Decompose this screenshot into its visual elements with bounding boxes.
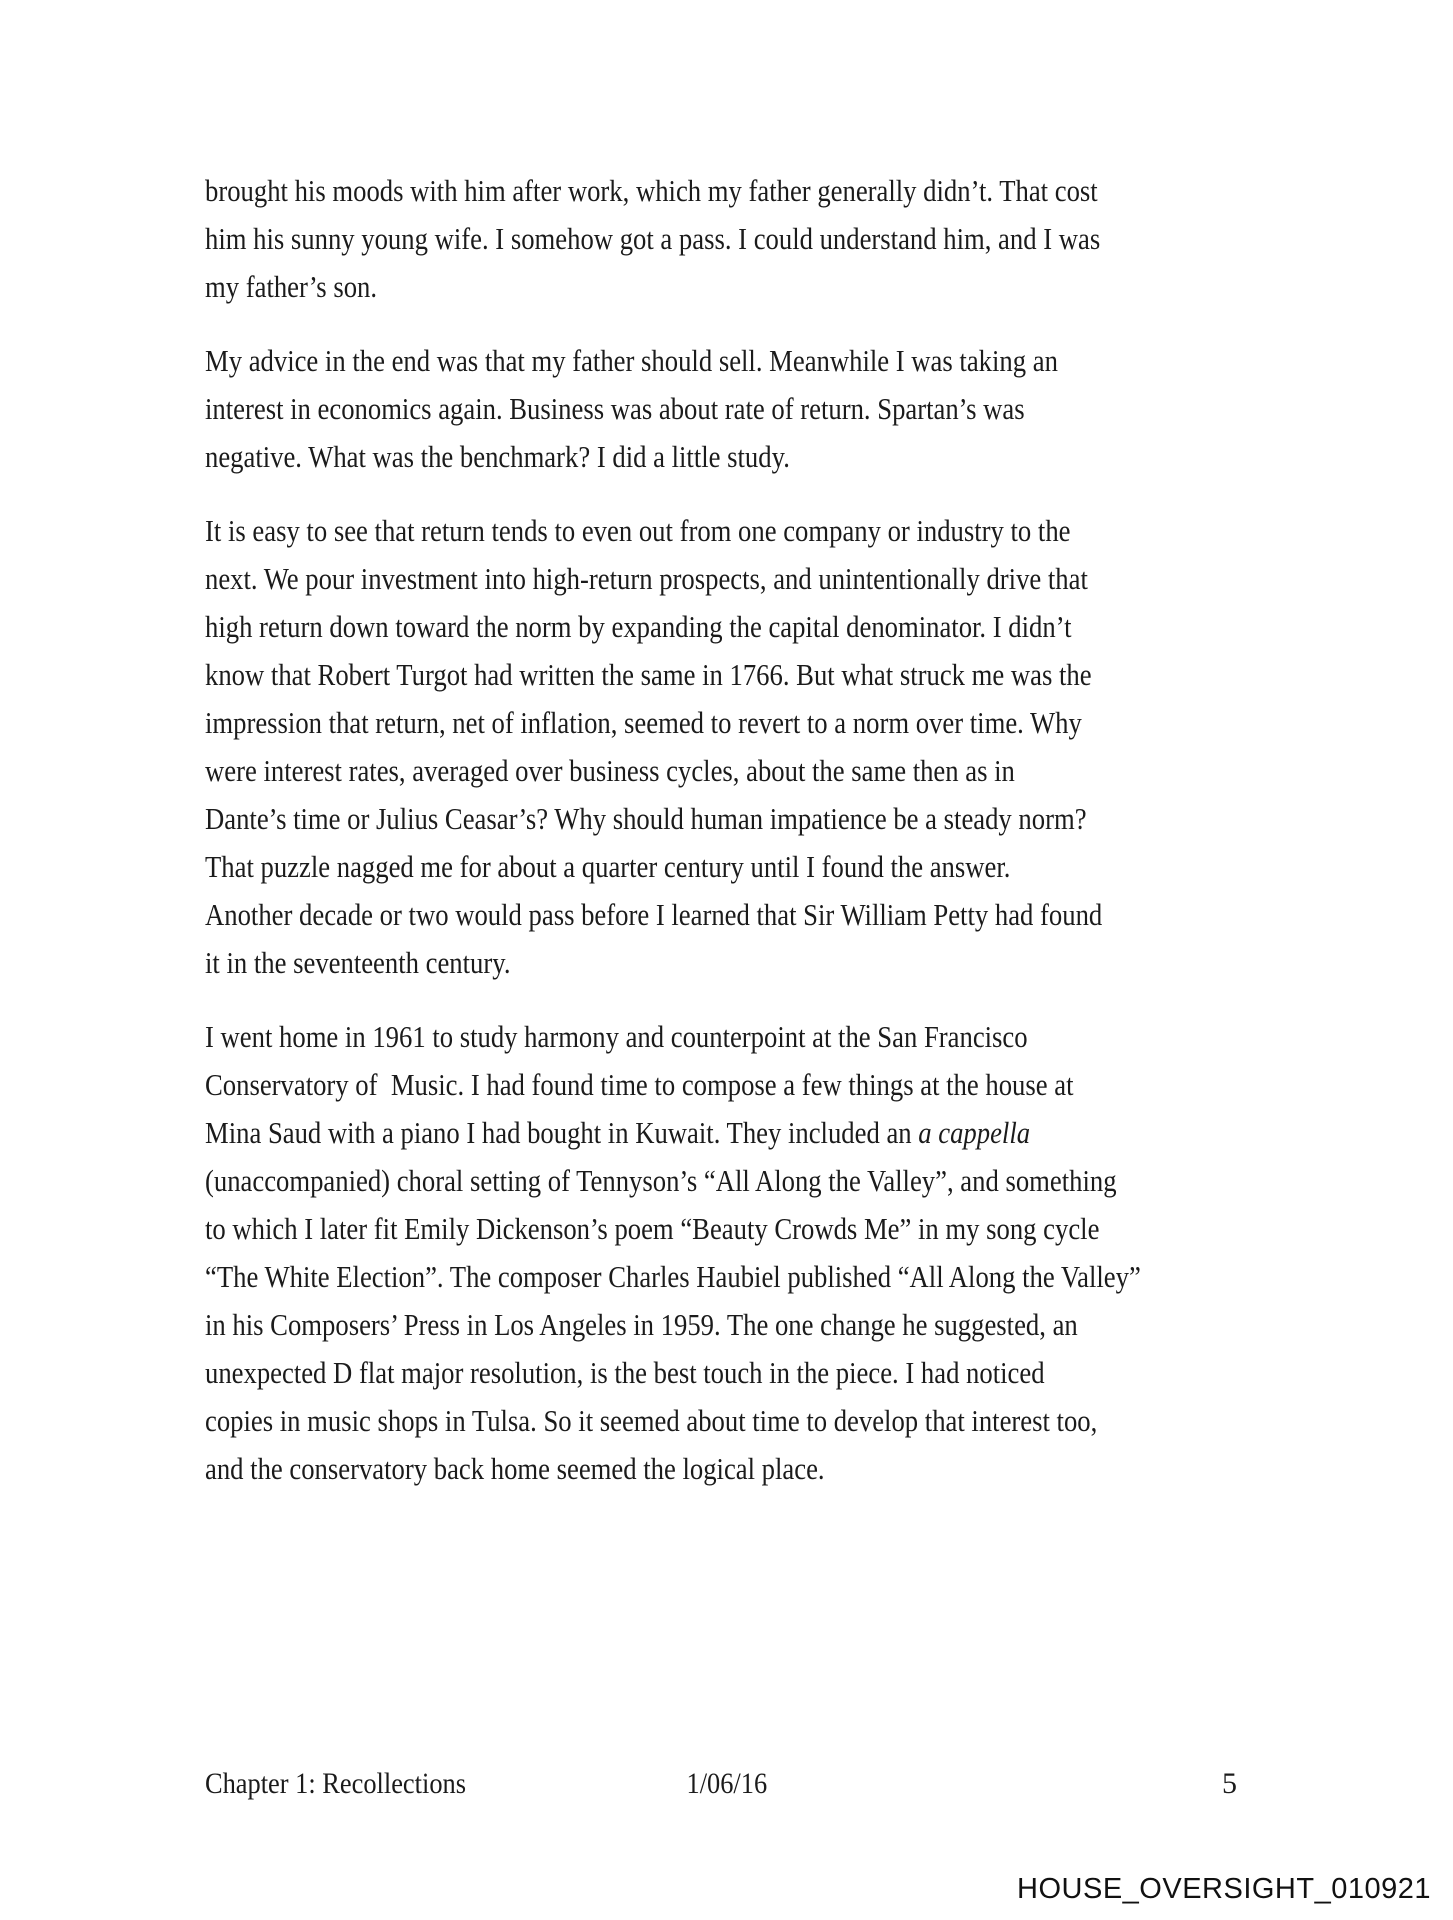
text-line: “The White Election”. The composer Charles Haubiel published “All Along the Valley” xyxy=(205,1259,1141,1294)
page-body-text xyxy=(205,167,1409,1519)
text-line xyxy=(205,1109,1409,1157)
text-line: in his Composers’ Press in Los Angeles in 1959. The one change he suggested, an xyxy=(205,1307,1078,1342)
text-line: it in the seventeenth century. xyxy=(205,945,511,980)
text-line: my father’s son. xyxy=(205,269,378,304)
text-line: know that Robert Turgot had written the same in 1766. But what struck me was the xyxy=(205,657,1092,692)
text-line: That puzzle nagged me for about a quarter century until I found the answer. xyxy=(205,849,1011,884)
paragraph-3 xyxy=(205,507,1409,987)
text-line: Conservatory of Music. I had found time to compose a few things at the house at xyxy=(205,1067,1074,1102)
text-line: Dante’s time or Julius Ceasar’s? Why should human impatience be a steady norm? xyxy=(205,801,1087,836)
text-line: him his sunny young wife. I somehow got a pass. I could understand him, and I was xyxy=(205,221,1101,256)
footer-chapter-label: Chapter 1: Recollections xyxy=(205,1767,467,1800)
text-line: I went home in 1961 to study harmony and counterpoint at the San Francisco xyxy=(205,1019,1028,1054)
text-line: next. We pour investment into high-return prospects, and unintentionally drive that xyxy=(205,561,1088,596)
italic-text-segment: a cappella xyxy=(918,1115,1031,1150)
paragraph-1 xyxy=(205,167,1409,311)
text-line: (unaccompanied) choral setting of Tennyson’s “All Along the Valley”, and something xyxy=(205,1163,1117,1198)
text-segment: Mina Saud with a piano I had bought in Kuwait. They included an xyxy=(205,1115,919,1150)
text-line: Another decade or two would pass before I learned that Sir William Petty had found xyxy=(205,897,1103,932)
text-line: impression that return, net of inflation, seemed to revert to a norm over time. Why xyxy=(205,705,1082,740)
text-line: interest in economics again. Business was about rate of return. Spartan’s was xyxy=(205,391,1025,426)
text-line: unexpected D flat major resolution, is the best touch in the piece. I had noticed xyxy=(205,1355,1045,1390)
bates-stamp: HOUSE_OVERSIGHT_010921 xyxy=(1017,1873,1431,1905)
text-line: were interest rates, averaged over business cycles, about the same then as in xyxy=(205,753,1015,788)
text-line: high return down toward the norm by expanding the capital denominator. I didn’t xyxy=(205,609,1072,644)
text-line: to which I later fit Emily Dickenson’s poem “Beauty Crowds Me” in my song cycle xyxy=(205,1211,1100,1246)
text-line: My advice in the end was that my father should sell. Meanwhile I was taking an xyxy=(205,343,1058,378)
text-line: and the conservatory back home seemed the logical place. xyxy=(205,1451,825,1486)
text-line: It is easy to see that return tends to even out from one company or industry to the xyxy=(205,513,1071,548)
text-line: brought his moods with him after work, which my father generally didn’t. That cost xyxy=(205,173,1098,208)
text-line: negative. What was the benchmark? I did a little study. xyxy=(205,439,790,474)
footer-date: 1/06/16 xyxy=(686,1767,767,1800)
paragraph-4 xyxy=(205,1013,1409,1493)
paragraph-2 xyxy=(205,337,1409,481)
footer-page-number: 5 xyxy=(1222,1767,1237,1800)
text-line: copies in music shops in Tulsa. So it seemed about time to develop that interest too, xyxy=(205,1403,1098,1438)
